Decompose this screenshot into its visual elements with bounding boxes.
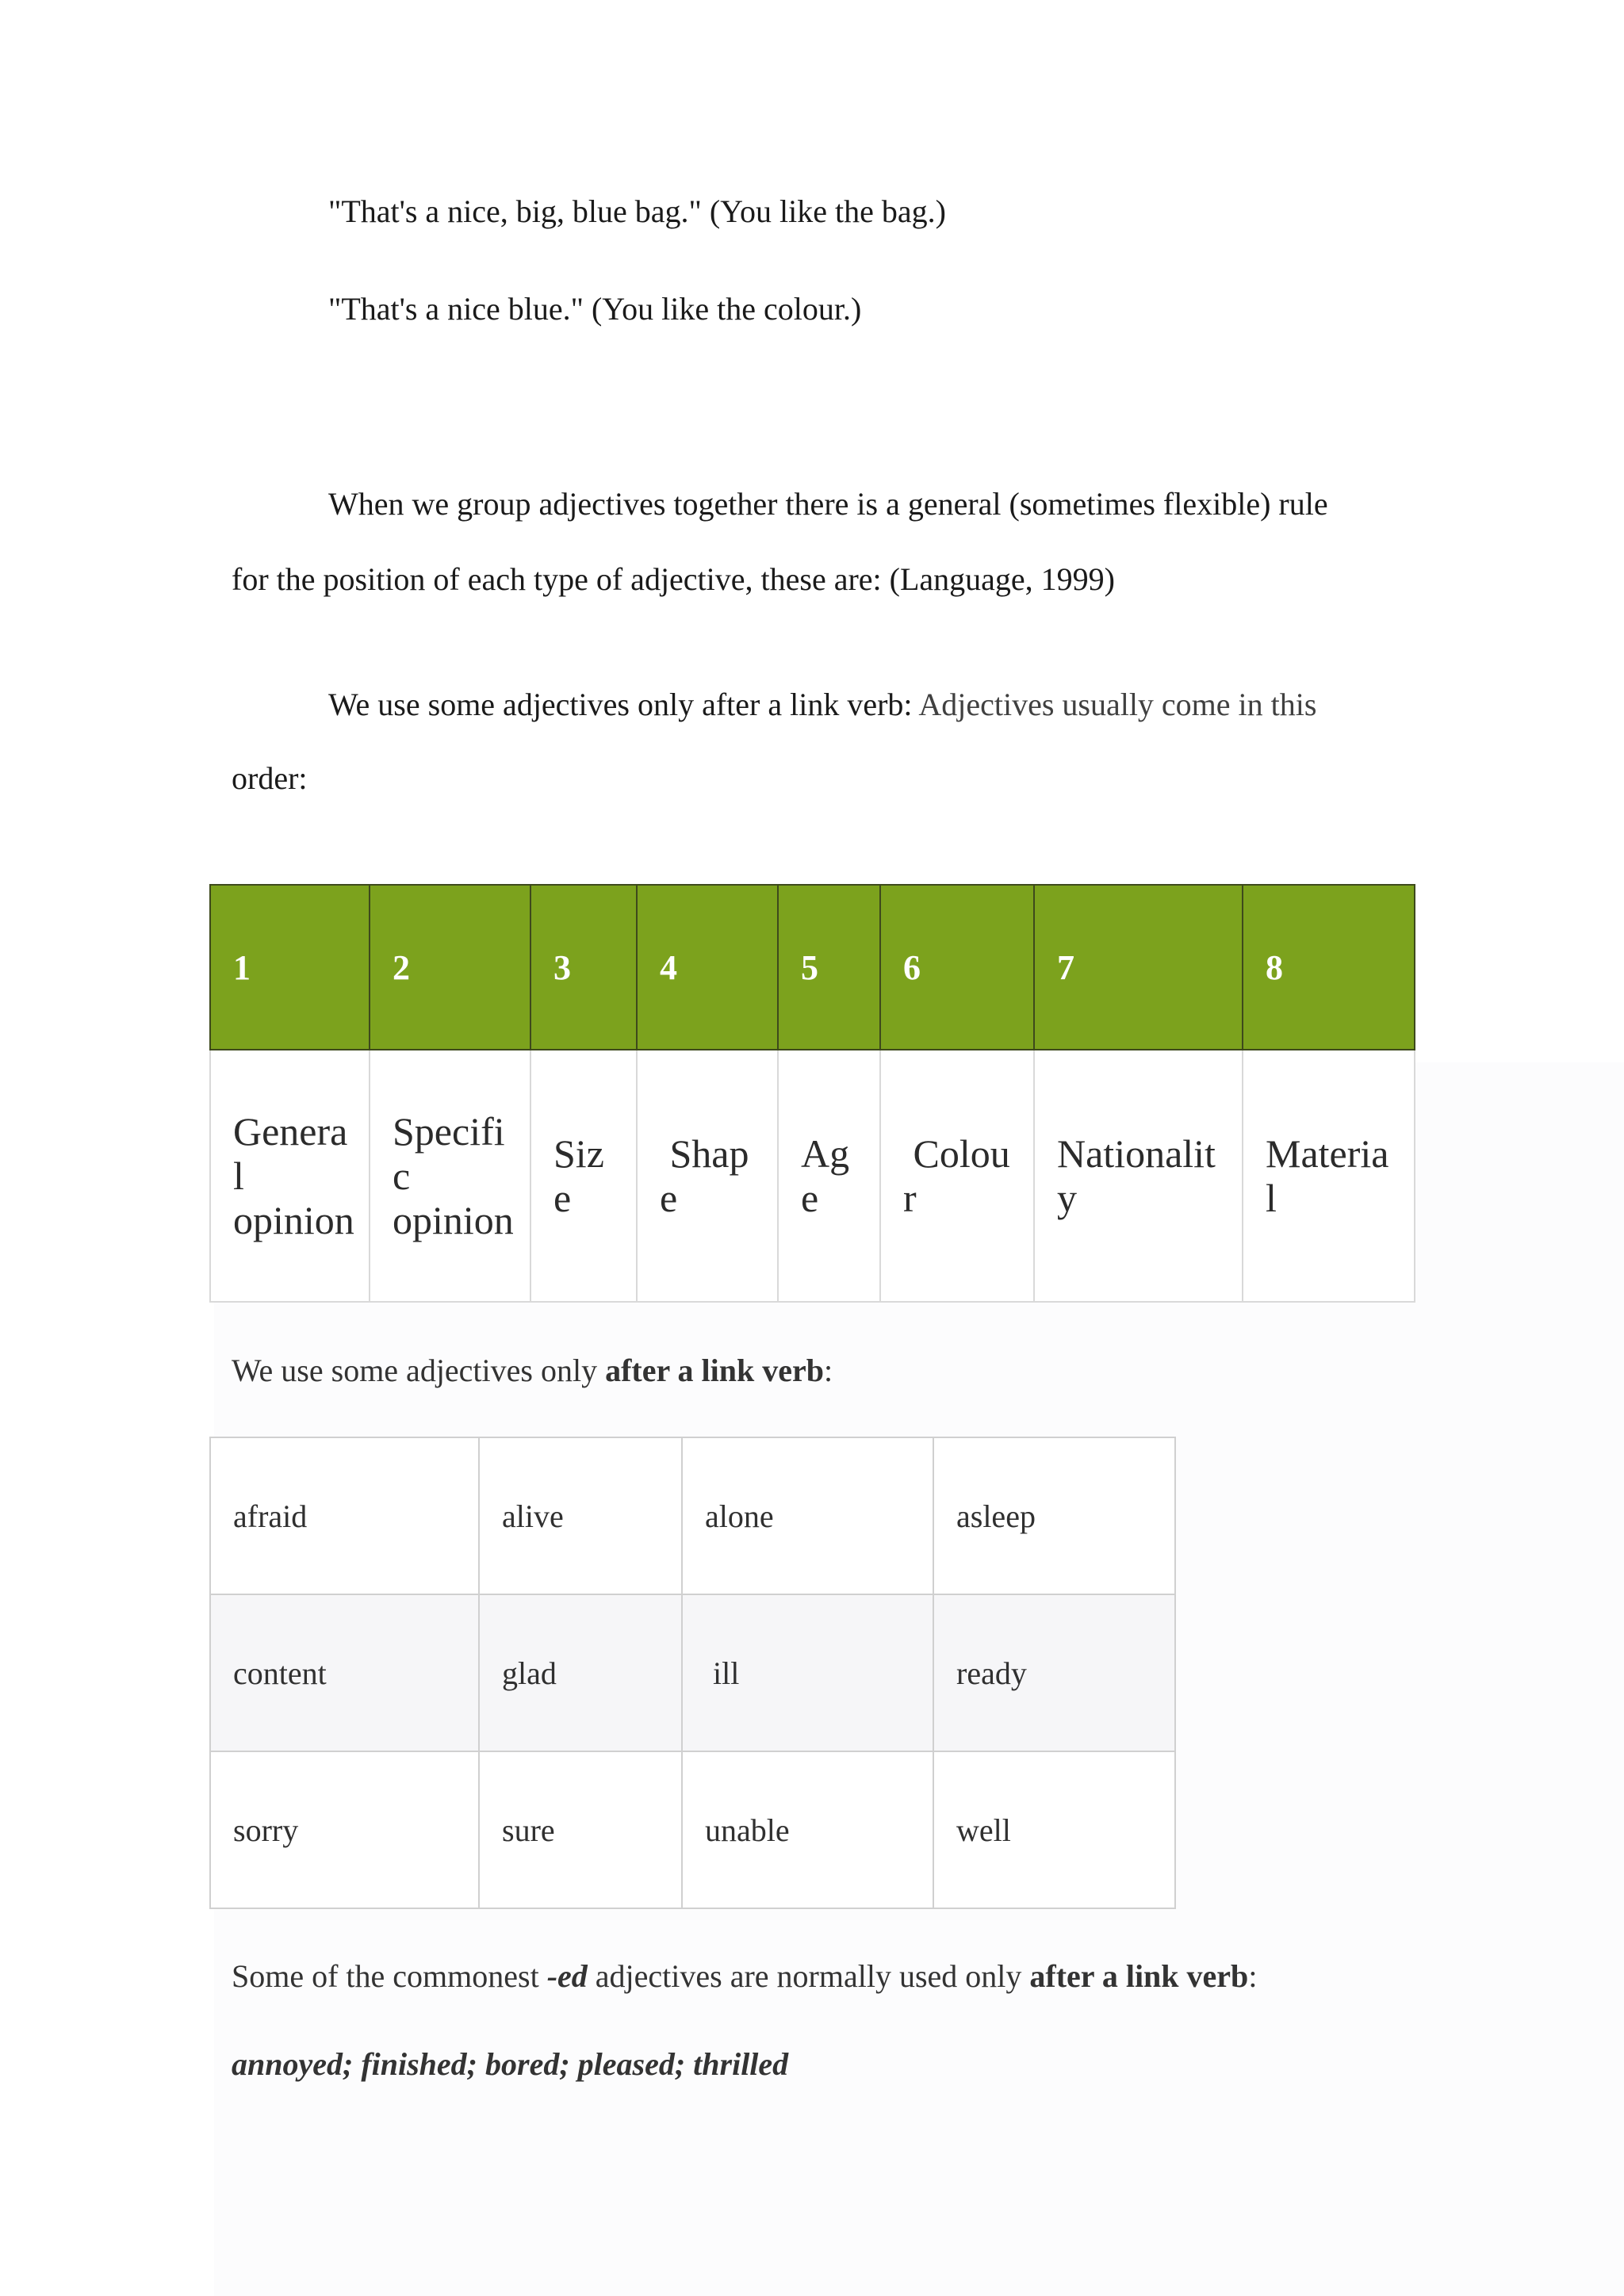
- order-number-cell: 2: [370, 885, 530, 1050]
- link-verb-adjectives-table: [209, 1437, 1176, 1909]
- table-cell: glad: [479, 1594, 682, 1751]
- order-number-cell: 7: [1034, 885, 1243, 1050]
- link-verb-paragraph-text: We use some adjectives only after a link verb:: [328, 687, 919, 722]
- order-number-cell: 6: [880, 885, 1034, 1050]
- order-number-cell: 3: [530, 885, 637, 1050]
- table-row: [210, 1594, 1175, 1751]
- table-row: [210, 1751, 1175, 1908]
- ed-sentence-bold: after a link verb: [1029, 1958, 1249, 1994]
- order-number-row: [210, 885, 1415, 1050]
- adjective-type-cell: Nationalit y: [1034, 1050, 1243, 1302]
- adjective-type-row: [210, 1050, 1415, 1302]
- ed-sentence-text-2: adjectives are normally used only: [587, 1958, 1030, 1994]
- example-sentence-2: "That's a nice blue." (You like the colour.): [328, 291, 862, 327]
- adjective-order-table: [209, 884, 1415, 1303]
- table-cell: ill: [682, 1594, 933, 1751]
- adjective-type-cell: Shap e: [637, 1050, 778, 1302]
- ed-sentence-colon: :: [1248, 1958, 1258, 1994]
- table-cell: sure: [479, 1751, 682, 1908]
- table-cell: ready: [933, 1594, 1175, 1751]
- link-verb-paragraph-line-1: [328, 689, 1316, 721]
- table-cell: content: [210, 1594, 479, 1751]
- ed-suffix: -ed: [546, 1958, 588, 1994]
- table-cell: alone: [682, 1437, 933, 1594]
- table-row: [210, 1437, 1175, 1594]
- table-cell: afraid: [210, 1437, 479, 1594]
- adjective-order-intro-text: Adjectives usually come in this: [918, 687, 1317, 722]
- example-sentence-1: "That's a nice, big, blue bag." (You like the bag.): [328, 193, 946, 229]
- intro-paragraph-line-2: for the position of each type of adjective, these are: (Language, 1999): [232, 561, 1116, 597]
- adjective-type-cell: Specifi c opinion: [370, 1050, 530, 1302]
- ed-adjective-examples: annoyed; finished; bored; pleased; thrilled: [232, 2046, 789, 2082]
- ed-sentence-text: Some of the commonest: [232, 1958, 547, 1994]
- link-verb-heading-bold: after a link verb: [605, 1353, 824, 1388]
- adjective-type-cell: Colou r: [880, 1050, 1034, 1302]
- link-verb-heading: [232, 1355, 833, 1387]
- adjective-type-cell: Siz e: [530, 1050, 637, 1302]
- intro-paragraph-line-1: When we group adjectives together there is a general (sometimes flexible) rule: [328, 486, 1328, 522]
- table-cell: sorry: [210, 1751, 479, 1908]
- adjective-type-cell: Genera l opinion: [210, 1050, 370, 1302]
- ed-adjectives-sentence: [232, 1958, 1258, 1994]
- order-number-cell: 8: [1243, 885, 1415, 1050]
- table-cell: alive: [479, 1437, 682, 1594]
- order-number-cell: 1: [210, 885, 370, 1050]
- table-cell: unable: [682, 1751, 933, 1908]
- adjective-type-cell: Ag e: [778, 1050, 880, 1302]
- order-number-cell: 5: [778, 885, 880, 1050]
- order-number-cell: 4: [637, 885, 778, 1050]
- link-verb-paragraph-line-2: order:: [232, 760, 308, 796]
- table-cell: well: [933, 1751, 1175, 1908]
- link-verb-heading-colon: :: [824, 1353, 833, 1388]
- table-cell: asleep: [933, 1437, 1175, 1594]
- link-verb-heading-text: We use some adjectives only: [232, 1353, 606, 1388]
- adjective-type-cell: Materia l: [1243, 1050, 1415, 1302]
